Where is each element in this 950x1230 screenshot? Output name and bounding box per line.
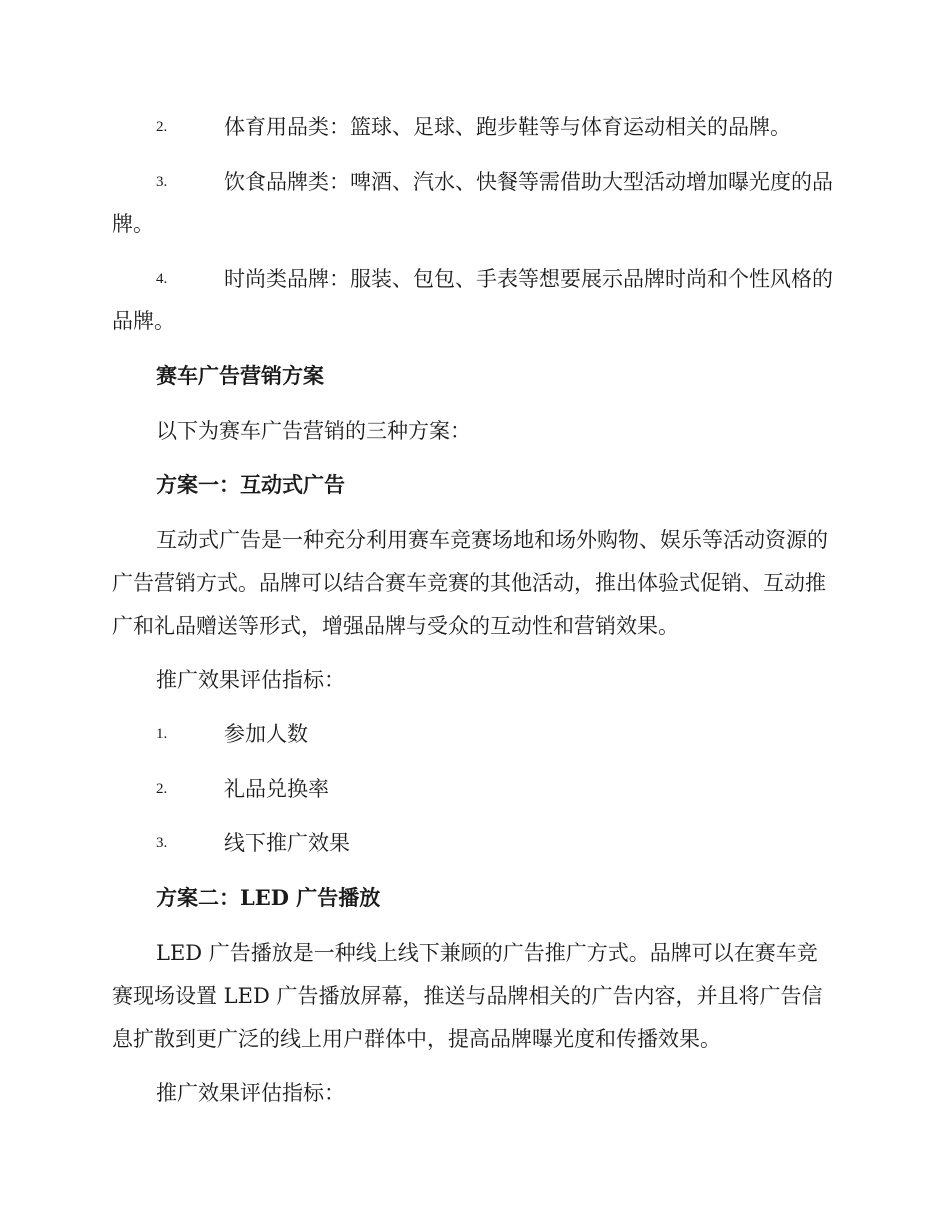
list-item: [112, 161, 834, 245]
list-text: 参加人数: [224, 722, 308, 746]
plan1-body: 互动式广告是一种充分利用赛车竞赛场地和场外购物、娱乐等活动资源的广告营销方式。品牌可以结合赛车竞赛的其他活动，推出体验式促销、互动推广和礼品赠送等形式，增强品牌与受众的互动性和营销效果。: [112, 528, 828, 638]
plan2-metrics-label: 推广效果评估指标：: [156, 1081, 345, 1105]
list-number: 1.: [156, 726, 168, 742]
list-text: 时尚类品牌：服装、包包、手表等想要展示品牌时尚和个性风格的品牌。: [112, 267, 833, 333]
plan2-body: LED 广告播放是一种线上线下兼顾的广告推广方式。品牌可以在赛车竞赛现场设置 LED 广告播放屏幕，推送与品牌相关的广告内容，并且将广告信息扩散到更广泛的线上用户群体中，提高品牌曝光度和传播效果。: [112, 941, 823, 1051]
list-number: 3.: [156, 174, 168, 190]
metric-item: [112, 713, 834, 755]
plan1-title: 方案一：互动式广告: [156, 472, 345, 497]
plan2-title: 方案二：LED 广告播放: [156, 885, 381, 910]
list-item: [112, 106, 834, 148]
metric-item: [112, 768, 834, 810]
section-title: 赛车广告营销方案: [156, 363, 324, 388]
list-number: 4.: [156, 271, 168, 287]
list-text: 体育用品类：篮球、足球、跑步鞋等与体育运动相关的品牌。: [224, 115, 791, 139]
list-number: 3.: [156, 835, 168, 851]
plan1-metrics-label: 推广效果评估指标：: [156, 668, 345, 692]
list-text: 线下推广效果: [224, 831, 350, 855]
list-text: 饮食品牌类：啤酒、汽水、快餐等需借助大型活动增加曝光度的品牌。: [112, 170, 833, 236]
intro-text: 以下为赛车广告营销的三种方案：: [156, 419, 471, 443]
metric-item: [112, 822, 834, 864]
list-text: 礼品兑换率: [224, 777, 329, 801]
list-number: 2.: [156, 781, 168, 797]
list-item: [112, 258, 834, 342]
list-number: 2.: [156, 119, 168, 135]
